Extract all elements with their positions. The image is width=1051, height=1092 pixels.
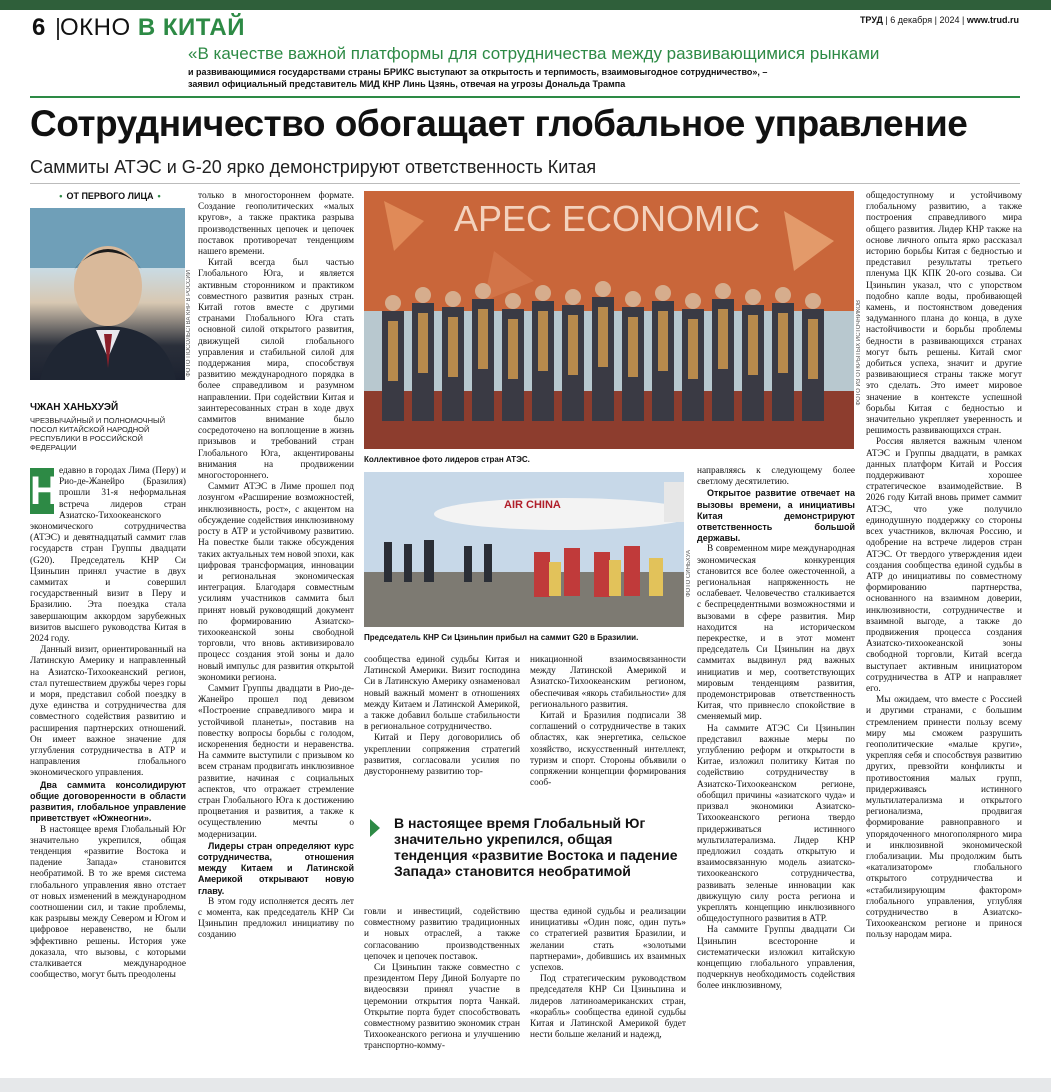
drop-cap: Н	[30, 469, 59, 513]
section-title-plain: ОКНО	[60, 14, 131, 41]
paragraph: направляясь к следующему более светлому десятилетию.	[697, 466, 855, 488]
text-column-1	[30, 466, 186, 1074]
pull-quote-text: В настоящее время Глобальный Юг значительно укрепился, общая тенденция «развитие Востока и падение Запада» становится необратимой	[394, 815, 678, 879]
lead-quote-small: и развивающимися государствами страны БРИКС выступают за открытость и терпимость, взаимовыгодное сотрудничество», – заявил официальный представитель МИД КНР Линь Цзянь, отвечая на угрозы Дональда Трампа	[188, 67, 768, 89]
text-column-3-top	[364, 655, 520, 810]
g20-photo-credit: ФОТО СИНЬХУА	[686, 550, 692, 598]
paragraph: В настоящее время Глобальный Юг значительно укрепился, общая тенденция «развитие Востока и падение Запада» становится необратимой. В то же время система глобального управления явно отстает от новых изменений в международном соотношении сил, и такие проблемы, как разрывы между Севером и Югом и цифровое неравенство, не были эффективно решены. История уже доказала, что вызовы, с которыми сталкивается международное сообщество, могут быть преодолены	[30, 824, 186, 981]
paragraph: Россия является важным членом АТЭС и Группы двадцати, в рамках данных платформ Китай и Россия поддерживают хорошее стратегическое взаимодействие. В 2026 году Китай вновь примет саммит АТЭС, что уже получило единодушную поддержку со стороны всех участников, включая Россию, и одобрение на встрече лидеров стран АТЭС. От твердого утверждения идеи создания сообщества единой судьбы в АТР до инициативы по совместному формированию партнерства, основанного на взаимном доверии, инклюзивности, сотрудничестве и взаимной выгоде, а также до продвижения процесса создания Азиатско-тихоокеанской зоны свободной торговли, Китай всегда выступает активным инициатором сотрудничества в АТР и направляет его.	[866, 437, 1022, 694]
paragraph: только в многостороннем формате. Создание геополитических «малых кругов», а также практика разрыва производственных цепочек и цепочек поставок противоречат тенденциям нашего времени.	[198, 191, 354, 258]
apec-banner-text: APEC ECONOMIC	[454, 198, 761, 239]
author-role: ЧРЕЗВЫЧАЙНЫЙ И ПОЛНОМОЧНЫЙ ПОСОЛ КИТАЙСКОЙ НАРОДНОЙ РЕСПУБЛИКИ В РОССИЙСКОЙ ФЕДЕРАЦИИ	[30, 416, 166, 452]
page-number: 6	[32, 14, 46, 41]
bottom-bar	[0, 1078, 1051, 1092]
paragraph: Саммит Группы двадцати в Рио-де-Жанейро прошел под девизом «Построение справедливого мира и устойчивой планеты», поставив на повестку вопросы борьбы с голодом, искоренения бедности и неравенства. На саммите выступили с призывом ко всем странам продвигать инклюзивное развитие, начиная с социальных аспектов, что отражает стремление стран Глобального Юга к достижению процветания и развития, а также к осуществлению мечты о модернизации.	[198, 683, 354, 840]
author-label: • ОТ ПЕРВОГО ЛИЦА •	[30, 191, 190, 201]
subheading: Лидеры стран определяют курс сотрудничества, отношения между Китаем и Латинской Америкой открывают новую главу.	[198, 840, 354, 896]
paragraph: В современном мире международная экономическая конкуренция становится все более ожесточенной, а региональная напряженность не ослабевает. Человечество сталкивается с беспрецедентными возможностями и вызовами в сфере развития. Мир находится на историческом перекрестке, и в этот момент председатель Си Цзиньпин на двух саммитах выдвинул ряд важных инициатив и мер, соответствующих мировым тенденциям развития, продемонстрировав ответственность Китая, что привнесло спокойствие в сменяемый мир.	[697, 544, 855, 723]
paragraph: Мы ожидаем, что вместе с Россией и другими странами, с большим стремлением принести пользу всему миру мы сможем разрушить геополитические «малые круги», укрепляя себя и способствуя развитию других, превзойти конфликты и противостояния малых групп, придерживаясь истинного мультилатерализма и открытого регионализма, продвигая формирование равноправного и упорядоченного многополярного мира и инклюзивной экономической глобализации. Мы продолжим быть «катализатором» глобального открытого сотрудничества и «стабилизирующим фактором» глобального управления, углубляя сотрудничество в Азиатско-Тихоокеанском регионе и принося пользу народам мира.	[866, 695, 1022, 941]
paragraph: Си Цзиньпин также совместно с президентом Перу Диной Болуарте по видеосвязи принял участие в церемонии открытия порта Чанкай. Открытие порта будет способствовать совместному развитию экономик стран Тихоокеанского региона и улучшению транспортно-комму-	[364, 963, 520, 1052]
subheading: Открытое развитие отвечает на вызовы времени, а инициативы Китая демонстрируют ответственность большой державы.	[697, 488, 855, 544]
issue-date: 6 декабря	[890, 15, 933, 25]
paragraph: Китай и Бразилия подписали 38 соглашений о сотрудничестве в таких областях, как энергетика, сельское хозяйство, искусственный интеллект, туризм и спорт. Стороны объявили о сопряжении концепции формирования сооб-	[530, 711, 686, 789]
issue-info: ТРУД | 6 декабря | 2024 | www.trud.ru	[859, 15, 1019, 25]
author-name: ЧЖАН ХАНЬХУЭЙ	[30, 402, 119, 413]
paragraph: Китай всегда был частью Глобального Юга, и является активным сторонником и практиком совместного развития разных стран. Китай готов вместе с другими странами Глобального Юга стать основной силой открытого развития, движущей силой глобального управления и стабильной силой для поддержания мира, способствуя развитию международного порядка в более справедливом и разумном направлении. При содействии Китая и заинтересованных стран в ходе двух саммитов внимание было сосредоточено на воплощение в жизнь призывов и требований стран Глобального Юга, акцентированы внимания на продвижении многостороннего.	[198, 258, 354, 482]
text-column-4-top	[530, 655, 686, 810]
paragraph: общедоступному и устойчивому глобальному развитию, а также построения справедливого мира общего развития. Лидер КНР также на основе личного опыта ярко рассказал историю борьбы Китая с бедностью и представил результаты третьего пленума ЦК КПК 20-ого созыва. Си Цзиньпин указал, что с упорством подобно капле воды, пробивающей камень, и постоянством доведения задуманного плана до конца, в духе настойчивости и борьбы проблемы бедности в развивающихся странах могут быть решены. Китай смог добиться успеха, значит и другие развивающиеся страны также могут это сделать. Это имеет мировое значение в контексте успешной борьбы Китая с бедностью и значительно укрепляет уверенность и решимость развивающихся стран.	[866, 191, 1022, 437]
g20-arrival-photo	[364, 472, 684, 627]
apec-photo-caption: Коллективное фото лидеров стран АТЭС.	[364, 455, 530, 464]
text-column-2	[198, 191, 354, 1074]
issue-site: www.trud.ru	[966, 15, 1019, 25]
pull-quote-arrow-icon	[370, 819, 380, 837]
paragraph: Саммит АТЭС в Лиме прошел под лозунгом «Расширение возможностей, инклюзивность, рост», с акцентом на обсуждение содействия инклюзивному росту в АТР и устойчивому развитию. На повестке были также обсуждения таких актуальных тем новой эпохи, как цифровая трансформация, инновации и региональная экономическая интеграция. Благодаря совместным усилиям участников саммита был принят новый руководящий документ по формированию Азиатско-тихоокеанской зоны свободной торговли, что вновь активизировало процесс создания этой зоны и дало новый импульс для развития открытой экономики региона.	[198, 482, 354, 683]
section-title	[60, 14, 245, 42]
paragraph: говли и инвестиций, содействию совместному развитию традиционных и новых отраслей, а также согласованию производственных цепочек и цепочек поставок.	[364, 907, 520, 962]
apec-photo-illustration	[364, 191, 854, 449]
author-photo	[30, 208, 185, 380]
section-divider	[57, 18, 59, 40]
g20-photo-illustration	[364, 472, 684, 627]
apec-group-photo	[364, 191, 854, 449]
paragraph: Под стратегическим руководством председателя КНР Си Цзиньпина и лидеров латиноамериканских стран, «корабль» сообщества единой судьбы Китая и Латинской Америкой будет нести больше желаний и надежд,	[530, 974, 686, 1041]
subhead-rule	[30, 183, 1020, 184]
text-column-3-bottom	[364, 907, 520, 1075]
paragraph: никационной взаимосвязанности между Латинской Америкой и Азиатско-Тихоокеанским регионом, обеспечивая «якорь стабильности» для регионального развития.	[530, 655, 686, 710]
lead-quote-large: «В качестве важной платформы для сотрудничества между развивающимися рынками	[188, 44, 880, 63]
issue-paper: ТРУД	[859, 15, 883, 25]
issue-year: 2024	[939, 15, 960, 25]
author-photo-credit: ФОТО ПОСОЛЬСТВА КНР В РОССИИ	[186, 270, 192, 377]
paragraph: сообщества единой судьбы Китая и Латинской Америки. Визит господина Си в Латинскую Америку ознаменовал новый важный момент в отношениях между Китаем и Латинской Америкой, а также добавил больше стабильности в региональное сотрудничество.	[364, 655, 520, 733]
top-color-bar	[0, 0, 1051, 10]
paragraph: На саммите Группы двадцати Си Цзиньпин всесторонне и систематически изложил китайскую концепцию глобального управления, подчеркнув необходимость содействия более инклюзивному,	[697, 925, 855, 992]
paragraph: На саммите АТЭС Си Цзиньпин представил важные меры по углублению реформ и открытости в Китае, изложил политику Китая по содействию сотрудничеству в Азиатско-Тихоокеанском регионе, обобщил причины «азиатского чуда» и призвал экономики Азиатско-Тихоокеанского региона твердо придерживаться истинного мультилатерализма. Лидер КНР предложил создать открытую и взаимосвязанную модель азиатско-тихоокеанского сотрудничества, развивать зеленые инновации как движущую силу роста региона и укреплять концепцию инклюзивного общедоступного развития в АТР.	[697, 723, 855, 925]
header-rule	[30, 96, 1020, 98]
article-subhead: Саммиты АТЭС и G-20 ярко демонстрируют ответственность Китая	[30, 157, 597, 177]
paragraph: едавно в городах Лима (Перу) и Рио-де-Жанейро (Бразилия) прошли 31-я неформальная встреча лидеров стран Азиатско-Тихоокеанского экономического сотрудничества (АТЭС) и девятнадцатый саммит глав государств стран Группы двадцати (G20). Председатель КНР Си Цзиньпин принял участие в двух саммитах и совершил государственный визит в Перу и Бразилию. Эта поездка стала завершающим аккордом зарубежных визитов высшего руководства Китая в 2024 году.	[30, 466, 186, 645]
text-column-6	[866, 191, 1022, 1075]
author-portrait-illustration	[30, 208, 185, 380]
apec-photo-credit: ФОТО ИЗ ОТКРЫТЫХ ИСТОЧНИКОВ	[856, 300, 862, 406]
paragraph: Китай и Перу договорились об укреплении сопряжения стратегий развития, согласовали усилия по двустороннему развитию тор-	[364, 733, 520, 778]
plane-logo-text: AIR CHINA	[504, 499, 561, 511]
section-title-accent: В КИТАЙ	[137, 14, 245, 41]
g20-photo-caption: Председатель КНР Си Цзиньпин прибыл на саммит G20 в Бразилии.	[364, 633, 639, 642]
text-column-4-bottom	[530, 907, 686, 1075]
article-headline: Сотрудничество обогащает глобальное управление	[30, 103, 968, 144]
text-column-5	[697, 466, 855, 1075]
subheading: Два саммита консолидируют общие договоренности в области развития, глобальное управление приветствует «Южнеогни».	[30, 779, 186, 824]
paragraph: В этом году исполняется десять лет с момента, как председатель КНР Си Цзиньпин предложил инициативу по созданию	[198, 896, 354, 941]
paragraph: щества единой судьбы и реализации инициативы «Один пояс, один путь» со стратегией развития Бразилии, и желании стать «золотыми партнерами», добившись их взаимных успехов.	[530, 907, 686, 974]
paragraph: Данный визит, ориентированный на Латинскую Америку и направленный на Азиатско-Тихоокеанский регион, стал путешествием дружбы через горы и моря, представил собой поездку в духе единства и сотрудничества для совместного содействия развитию и расширения партнерских отношений. Он имеет важное значение для углубления сотрудничества в АТР и направления глобального экономического управления.	[30, 645, 186, 779]
